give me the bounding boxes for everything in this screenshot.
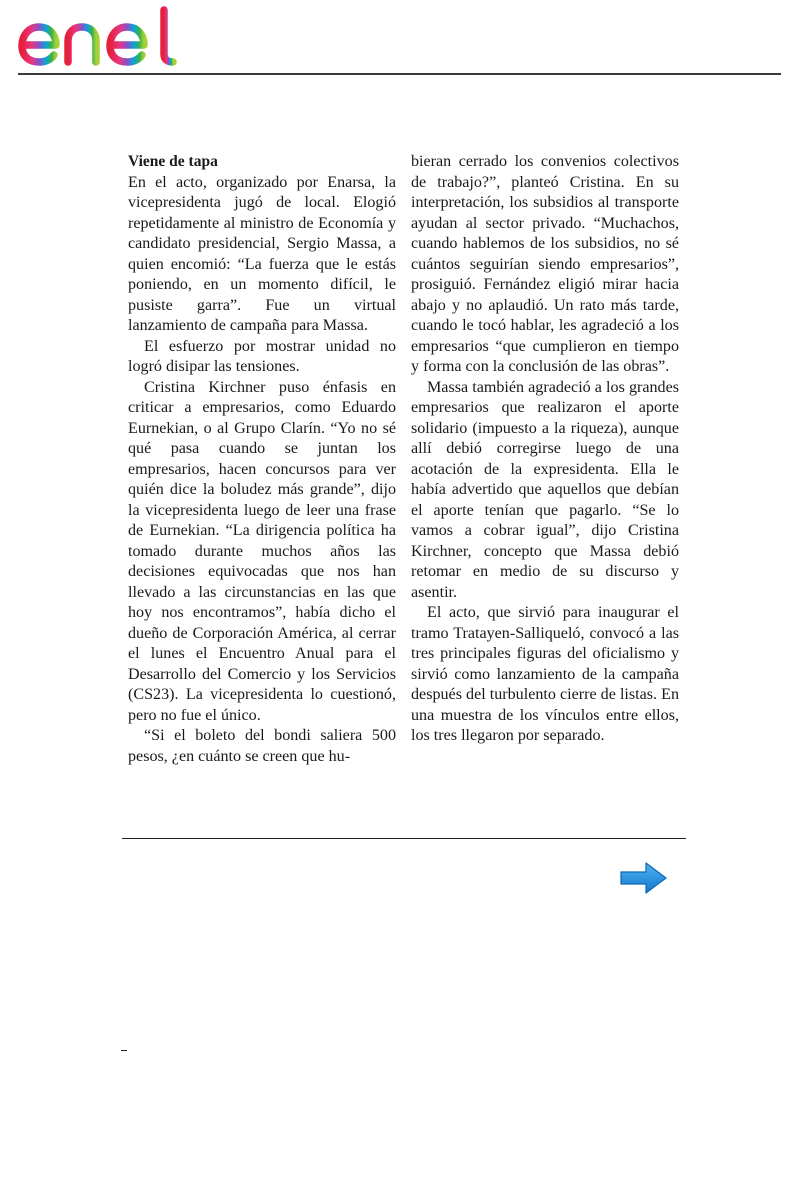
page-mark xyxy=(121,1050,127,1051)
paragraph: El esfuerzo por mostrar unidad no logró disipar las tensiones. xyxy=(128,337,396,375)
article-kicker: Viene de tapa xyxy=(128,153,218,170)
paragraph: Massa también agradeció a los grandes empresarios que realizaron el aporte solidario (impuesto a la riqueza), aunque allí debió corregirse luego de una acotación de la expresidenta. Ella le había advertido que aquellos que debían el aporte tenían que pagarlo. “Se lo vamos a cobrar igual”, dijo Cristina Kirchner, concepto que Massa debió retomar en medio de su discurso y asentir. xyxy=(411,378,679,601)
paragraph: Cristina Kirchner puso énfasis en criticar a empresarios, como Eduardo Eurnekian, o al Grupo Clarín. “Yo no sé qué pasa cuando se juntan los empresarios, hacen concursos para ver quién dice la boludez más grande”, dijo la vicepresidenta luego de leer una frase de Eurnekian. “La dirigencia política ha tomado durante muchos años las decisiones equivocadas que nos han llevado a las circunstancias en las que hoy nos encontramos”, había dicho el dueño de Corporación América, al cerrar el lunes el Encuentro Anual para el Desarrollo del Comercio y los Servicios (CS23). La vicepresidenta lo cuestionó, pero no fue el único. xyxy=(128,378,396,724)
paragraph: En el acto, organizado por Enarsa, la vicepresidenta jugó de local. Elogió repetidamente al ministro de Economía y candidato presidencial, Sergio Massa, a quien encomió: “La fuerza que le estás poniendo, en un momento difícil, le pusiste garra”. Fue un virtual lanzamiento de campaña para Massa. xyxy=(128,173,396,334)
article-column-left xyxy=(128,152,396,767)
enel-logo xyxy=(18,6,180,66)
paragraph: El acto, que sirvió para inaugurar el tramo Tratayen-Salliqueló, convocó a las tres principales figuras del oficialismo y sirvió como lanzamiento de la campaña después del turbulento cierre de listas. En una muestra de los vínculos entre ellos, los tres llegaron por separado. xyxy=(411,604,679,744)
article-bottom-divider xyxy=(122,838,686,839)
paragraph: “Si el boleto del bondi saliera 500 pesos, ¿en cuánto se creen que hu- xyxy=(128,727,396,765)
arrow-right-icon[interactable] xyxy=(618,861,668,895)
paragraph: bieran cerrado los convenios colectivos de trabajo?”, planteó Cristina. En su interpretación, los subsidios al transporte ayudan al sector privado. “Muchachos, cuando hablemos de los subsidios, no sé cuántos seguirían siendo empresarios”, prosiguió. Fernández eligió mirar hacia abajo y no aplaudió. Un rato más tarde, cuando le tocó hablar, les agradeció a los empresarios “que cumplieron en tiempo y forma con la conclusión de las obras”. xyxy=(411,153,679,375)
header-divider xyxy=(18,73,781,75)
article-column-right xyxy=(411,152,679,747)
